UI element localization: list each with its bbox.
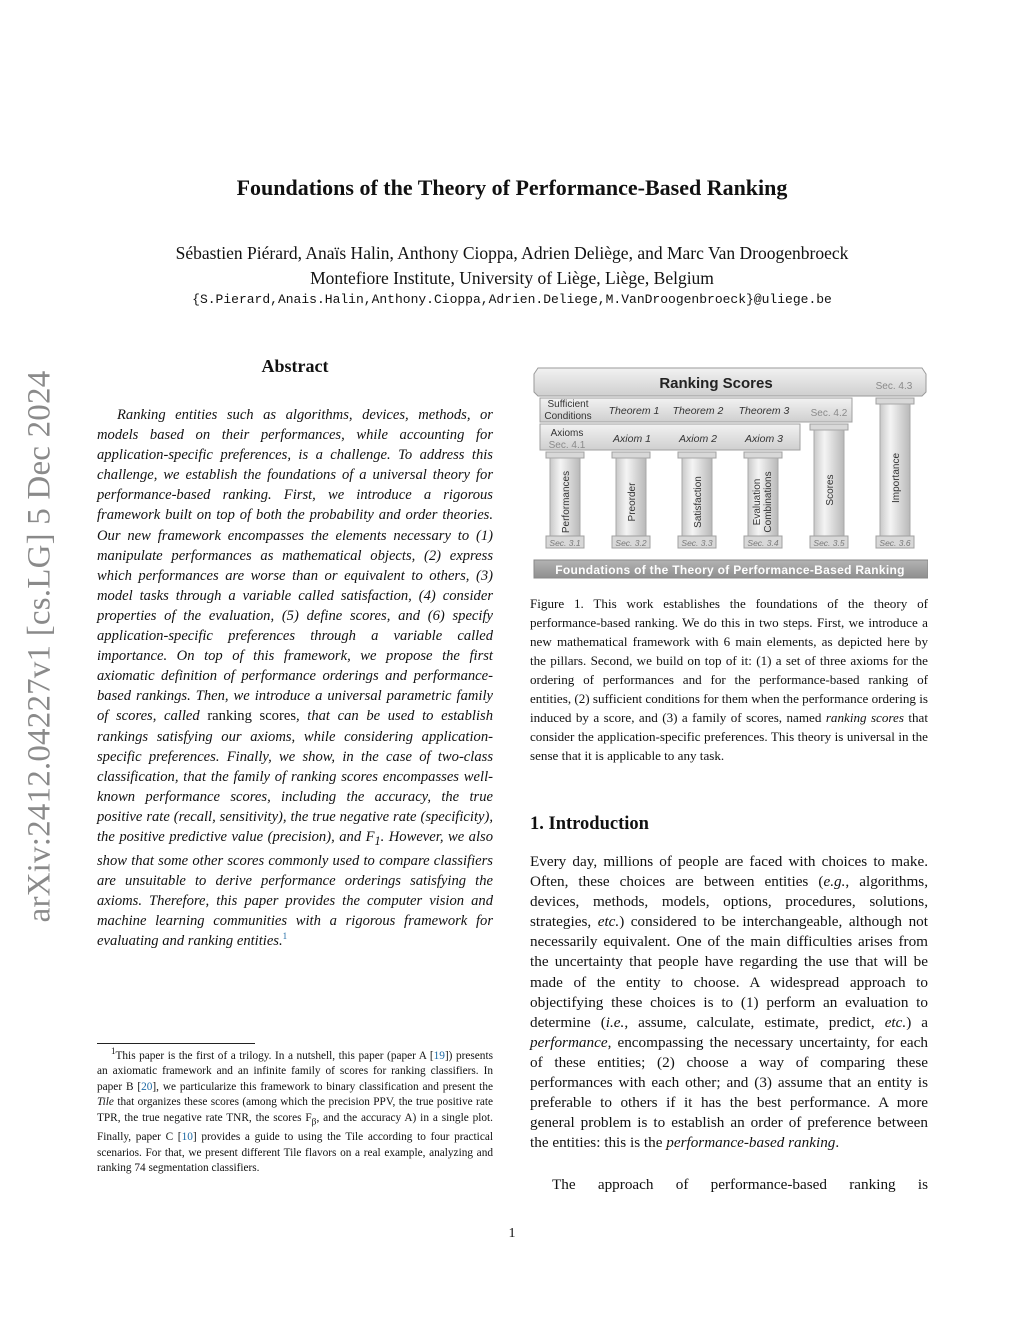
intro-eg: e.g. (823, 873, 846, 891)
pillar-label-importance: Importance (891, 452, 902, 504)
intro-etc-2: etc. (884, 1013, 907, 1031)
footnote-rule (97, 1043, 255, 1044)
caption-label: Figure 1. (530, 596, 584, 611)
pillar-label-performances: Performances (561, 470, 572, 534)
intro-text-3: ) considered to be interchangeable, although not necessarily equivalent. One of the main difficulties arises from the uncertainty that people have regarding the use that will be made of the entity to choose. A widespread approach to objectifying these choices is to (1) perform an evaluation to determine ( (530, 913, 928, 1031)
footnote-text-3: ], we particularize this framework to binary classification and present the (152, 1080, 493, 1093)
author-block (0, 241, 1024, 291)
caption-text-2: that consider the application-specific preferences. This theory is universal in the sense that it is applicable to any task. (530, 710, 928, 763)
page-number: 1 (508, 1226, 516, 1241)
arxiv-stamp-text: arXiv:2412.04227v1 [cs.LG] 5 Dec 2024 (21, 370, 58, 922)
intro-text-7: . (835, 1134, 840, 1152)
axiom-3: Axiom 3 (745, 433, 783, 445)
intro-paragraph-2: The approach of performance-based ranking is (552, 1176, 928, 1193)
pillar-3 (678, 452, 716, 548)
pillar-label-evaluation: Evaluation (752, 478, 763, 526)
paper-title: Foundations of the Theory of Performance-Based Ranking (236, 175, 788, 200)
pillar-label-scores: Scores (825, 474, 836, 506)
pillar-sec-3-4: Sec. 3.4 (747, 538, 779, 548)
intro-text-2: , algorithms, devices, methods, models, options, procedures, solutions, strategies, (530, 873, 928, 931)
abstract-footnote-link[interactable]: 1 (282, 931, 288, 942)
pillar-2 (612, 452, 650, 548)
intro-ie: i.e. (605, 1013, 625, 1031)
theorem-2: Theorem 2 (672, 405, 724, 417)
abstract-part3: . However, we also show that some other scores commonly used to compare classifiers are unsuitable to derive performance orderings satisfying the axioms. Therefore, this paper provides the computer vision and machine learning communities with a rigorous framework for evaluating and ranking entities. (97, 828, 493, 950)
figure-temple-diagram (532, 362, 928, 582)
intro-text-6: , encompassing the necessary uncertainty, for each of these entities; (2) choose a way of comparing these performances with each other; and (3) assume that an entity is preferable to others if it has the best performance. A more general problem is to establish an order of preference between the entities: this is the (530, 1033, 928, 1152)
intro-etc-1: etc. (597, 913, 620, 931)
footnote-text-2: ]) presents an axiomatic framework and an infinite family of scores for ranking classifiers. In paper B [ (97, 1050, 493, 1093)
theorem-sec: Sec. 4.2 (810, 408, 848, 419)
intro-performance-based-ranking: performance-based ranking (666, 1134, 836, 1152)
theorem-1: Theorem 1 (608, 405, 660, 417)
ref-link-19[interactable]: 19 (433, 1050, 445, 1062)
footnote-text-6: ] provides a guide to using the Tile according to four practical scenarios. For that, we present different Tile flavors on a real example, analyzing and ranking 74 segmentation classifiers. (97, 1131, 493, 1175)
footnote-beta: β (311, 1116, 317, 1127)
pillar-6 (876, 398, 914, 548)
footnote-mark: 1 (111, 1046, 116, 1057)
figure-caption (530, 594, 928, 765)
abstract-part2: , that can be used to establish rankings satisfying our axioms, while considering application-specific preferences. Finally, we show, in the case of two-class classification, that the family of ranking scores encompasses well-known performance scores, including the accuracy, the true positive rate (recall, sensitivity), the true negative rate (specificity), the positive predictive value (precision), and F (97, 708, 493, 845)
pillar-4 (744, 452, 782, 548)
abstract-text (97, 405, 493, 951)
intro-text-5: ) a (906, 1013, 928, 1031)
caption-text-1: This work establishes the foundations of the theory of performance-based ranking. We do this in two steps. First, we introduce a new mathematical framework with 6 main elements, as depicted here by the pillars. Second, we build on top of it: (1) a set of three axioms for the ordering of performances and for the performance-based ranking of entities, (2) sufficient conditions for them when the performance ordering is induced by a score, and (3) a family of scores, named (530, 596, 928, 725)
footnote (97, 1046, 493, 1177)
roof-sec: Sec. 4.3 (875, 381, 913, 392)
intro-paragraph-1 (530, 852, 928, 1153)
pillar-label-satisfaction: Satisfaction (693, 476, 704, 528)
pillar-label-combinations: Combinations (763, 471, 774, 533)
axiom-2: Axiom 2 (679, 433, 717, 445)
sufficient-conditions-label: Sufficient Conditions (544, 399, 592, 422)
intro-performance: performance (530, 1033, 608, 1051)
pillar-5 (810, 424, 848, 548)
ref-link-10[interactable]: 10 (181, 1131, 193, 1144)
footnote-text-5: , and the accuracy A) in a single plot. Finally, paper C [ (97, 1111, 493, 1144)
author-list: Sébastien Piérard, Anaïs Halin, Anthony Cioppa, Adrien Deliège, and Marc Van Droogenbroeck (175, 243, 849, 263)
axioms-label: Axioms (550, 428, 584, 439)
arxiv-stamp (8, 356, 72, 936)
author-emails: {S.Pierard,Anais.Halin,Anthony.Cioppa,Adrien.Deliege,M.VanDroogenbroeck}@uliege.be (192, 292, 832, 307)
affiliation: Montefiore Institute, University of Liège, Liège, Belgium (310, 268, 714, 288)
foundation-text: Foundations of the Theory of Performance-Based Ranking (555, 563, 905, 577)
abstract-part1: Ranking entities such as algorithms, devices, methods, or models based on their performances, while accounting for application-specific preferences, is a challenge. To address this challenge, we establish the foundations of a universal theory for performance-based ranking. First, we introduce a rigorous framework built on top of both the probability and order theories. Our new framework encompasses the elements necessary to (1) manipulate performances as mathematical objects, (2) express which performances are worse than or equivalent to others, (3) model tasks through a variable called satisfaction, (4) consider properties of the evaluation, (5) define scores, and (6) specify application-specific preferences through a variable called importance. On top of this framework, we propose the first axiomatic definition of performance orderings and performance-based rankings. Then, we introduce a universal parametric family of scores, called (97, 407, 493, 725)
pillar-1 (546, 452, 584, 548)
intro-text-4: , assume, calculate, estimate, predict, (624, 1013, 885, 1031)
section-heading-introduction: 1. Introduction (530, 814, 649, 834)
footnote-text-4: that organizes these scores (among which the precision PPV, the true positive rate TPR, the true negative rate TNR, the scores F (97, 1096, 493, 1124)
pillar-sec-3-5: Sec. 3.5 (813, 538, 845, 548)
caption-ranking-scores: ranking scores (825, 710, 904, 725)
pillar-label-preorder: Preorder (627, 482, 638, 522)
ref-link-20[interactable]: 20 (141, 1080, 153, 1093)
roof-title: Ranking Scores (659, 375, 773, 392)
footnote-text-1: This paper is the first of a trilogy. In a nutshell, this paper (paper A [ (115, 1050, 434, 1062)
pillar-sec-3-3: Sec. 3.3 (681, 538, 713, 548)
abstract-ranking-scores: ranking scores (207, 708, 296, 725)
abstract-f1-subscript: 1 (374, 833, 381, 848)
theorem-3: Theorem 3 (738, 405, 790, 417)
footnote-tile: Tile (97, 1096, 114, 1109)
axiom-1: Axiom 1 (613, 433, 651, 445)
pillar-sec-3-1: Sec. 3.1 (549, 538, 581, 548)
pillar-sec-3-6: Sec. 3.6 (879, 538, 911, 548)
axioms-sec: Sec. 4.1 (548, 440, 586, 451)
intro-text-1: Every day, millions of people are faced with choices to make. Often, these choices are between entities ( (530, 853, 928, 891)
abstract-heading: Abstract (261, 356, 329, 376)
pillar-sec-3-2: Sec. 3.2 (615, 538, 647, 548)
